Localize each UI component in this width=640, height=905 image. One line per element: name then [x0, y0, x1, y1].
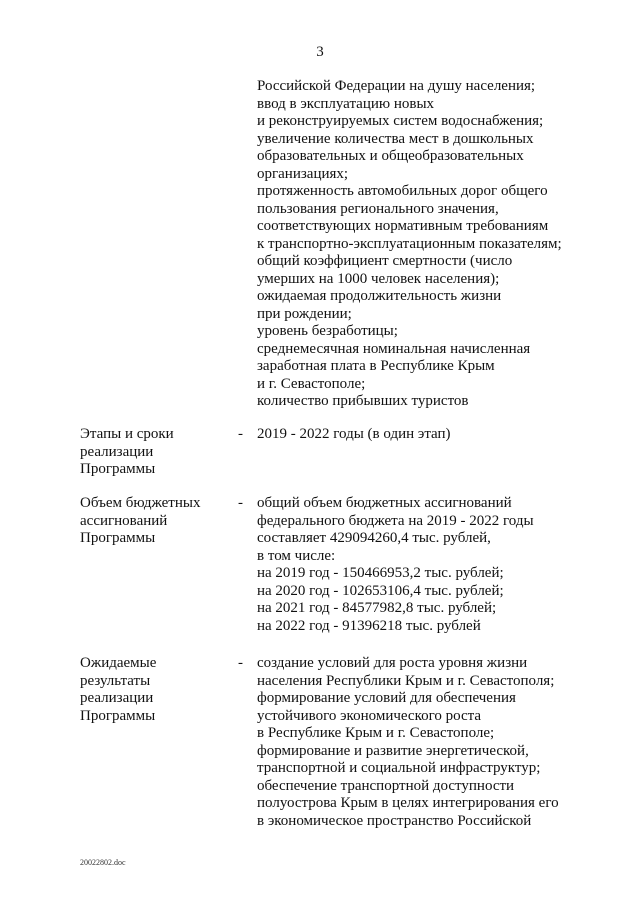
section-value-line: в экономическое пространство Российской — [257, 812, 532, 829]
section-label-line: Ожидаемые — [80, 655, 157, 671]
continuation-line: ввод в эксплуатацию новых — [257, 95, 435, 112]
section-value-line: на 2019 год - 150466953,2 тыс. рублей; — [257, 565, 504, 581]
continuation-line: увеличение количества мест в дошкольных — [257, 130, 534, 147]
section-value-line: обеспечение транспортной доступности — [257, 777, 515, 794]
continuation-line: среднемесячная номинальная начисленная — [257, 340, 531, 357]
section-label-line: Программы — [80, 530, 156, 546]
section-value-line: федерального бюджета на 2019 - 2022 годы — [257, 512, 534, 529]
continuation-line: общий коэффициент смертности (число — [257, 253, 513, 269]
continuation-line: умерших на 1000 человек населения); — [257, 270, 500, 287]
continuation-line: протяженность автомобильных дорог общего — [257, 183, 548, 199]
section-dash: - — [238, 655, 243, 671]
continuation-line: заработная плата в Республике Крым — [257, 358, 495, 374]
section-label-line: результаты — [80, 672, 151, 689]
section-label-line: ассигнований — [80, 512, 168, 529]
section-value-line: формирование и развитие энергетической, — [257, 742, 529, 759]
section-label-line: Объем бюджетных — [80, 495, 201, 511]
section-value-line: в том числе: — [257, 547, 336, 564]
continuation-line: при рождении; — [257, 305, 352, 322]
continuation-line: количество прибывших туристов — [257, 393, 469, 409]
continuation-line: к транспортно-эксплуатационным показателям; — [257, 235, 562, 252]
section-value-line: на 2020 год - 102653106,4 тыс. рублей; — [257, 582, 504, 599]
continuation-line: организациях; — [257, 165, 349, 182]
section-value-line: создание условий для роста уровня жизни — [257, 655, 528, 671]
section-value-line: формирование условий для обеспечения — [257, 690, 516, 706]
continuation-line: образовательных и общеобразовательных — [257, 148, 524, 164]
page-number: 3 — [316, 44, 324, 60]
document-filename: 20022802.doc — [80, 858, 126, 867]
continuation-line: и г. Севастополе; — [257, 375, 366, 392]
continuation-line: пользования регионального значения, — [257, 200, 499, 217]
section-dash: - — [238, 426, 243, 442]
section-label-line: Этапы и сроки — [80, 426, 174, 442]
continuation-line: уровень безработицы; — [257, 323, 398, 339]
section-value-line: 2019 - 2022 годы (в один этап) — [257, 426, 451, 442]
continuation-line: ожидаемая продолжительность жизни — [257, 288, 502, 304]
continuation-line: Российской Федерации на душу населения; — [257, 78, 536, 94]
section-value-line: на 2021 год - 84577982,8 тыс. рублей; — [257, 600, 497, 616]
section-value-line: транспортной и социальной инфраструктур; — [257, 760, 541, 776]
section-label-line: реализации — [80, 443, 154, 460]
section-label-line: реализации — [80, 690, 154, 706]
section-dash: - — [238, 495, 243, 511]
section-value-line: населения Республики Крым и г. Севастополя; — [257, 672, 555, 689]
section-value-line: на 2022 год - 91396218 тыс. рублей — [257, 617, 481, 634]
section-label-line: Программы — [80, 461, 156, 477]
section-value-line: общий объем бюджетных ассигнований — [257, 495, 512, 511]
continuation-line: и реконструируемых систем водоснабжения; — [257, 113, 544, 129]
section-value-line: устойчивого экономического роста — [257, 707, 482, 724]
section-value-line: составляет 429094260,4 тыс. рублей, — [257, 530, 491, 546]
section-value-line: полуострова Крым в целях интегрирования его — [257, 795, 559, 811]
continuation-line: соответствующих нормативным требованиям — [257, 218, 549, 234]
section-value-line: в Республике Крым и г. Севастополе; — [257, 725, 495, 741]
section-label-line: Программы — [80, 707, 156, 724]
